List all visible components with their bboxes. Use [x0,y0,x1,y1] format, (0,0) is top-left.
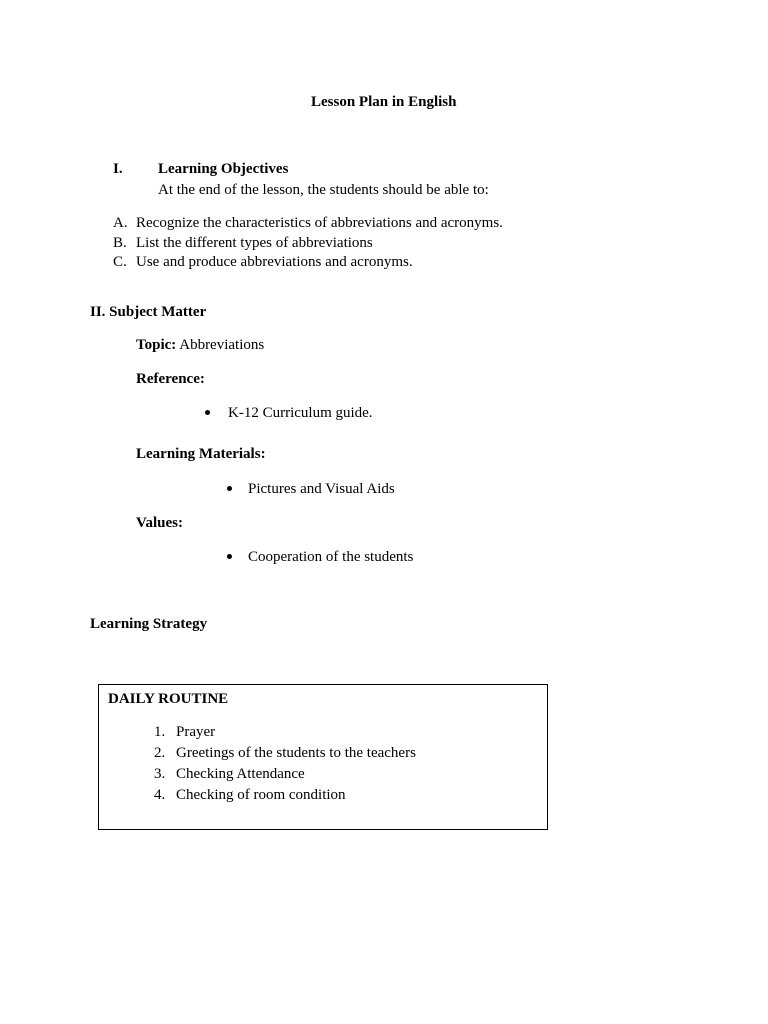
routine-text: Checking Attendance [176,766,305,782]
routine-number: 1. [154,724,166,740]
routine-text: Greetings of the students to the teachers [176,745,416,761]
objective-letter: B. [113,235,127,251]
objective-text: Use and produce abbreviations and acronyms. [136,254,413,270]
topic-value: Abbreviations [179,337,265,353]
section-1-heading: Learning Objectives [158,161,289,177]
document-title: Lesson Plan in English [311,94,457,110]
section-2-heading: II. Subject Matter [90,304,207,320]
routine-number: 3. [154,766,166,782]
routine-number: 2. [154,745,166,761]
section-1-numeral: I. [113,161,123,177]
topic-line [136,336,264,354]
bullet-icon [227,554,232,559]
materials-item: Pictures and Visual Aids [248,481,395,497]
objective-letter: C. [113,254,127,270]
values-label: Values: [136,515,183,531]
bullet-icon [205,410,210,415]
objective-text: Recognize the characteristics of abbreviations and acronyms. [136,215,503,231]
values-item: Cooperation of the students [248,549,414,565]
daily-routine-title: DAILY ROUTINE [108,691,229,707]
materials-label: Learning Materials: [136,446,266,462]
topic-label: Topic: [136,337,177,353]
bullet-icon [227,486,232,491]
objective-letter: A. [113,215,128,231]
routine-number: 4. [154,787,166,803]
section-1-intro: At the end of the lesson, the students should be able to: [158,182,489,198]
reference-item: K-12 Curriculum guide. [228,405,373,421]
objective-text: List the different types of abbreviations [136,235,373,251]
routine-text: Checking of room condition [176,787,346,803]
reference-label: Reference: [136,371,205,387]
routine-text: Prayer [176,724,216,740]
section-3-heading: Learning Strategy [90,616,208,632]
